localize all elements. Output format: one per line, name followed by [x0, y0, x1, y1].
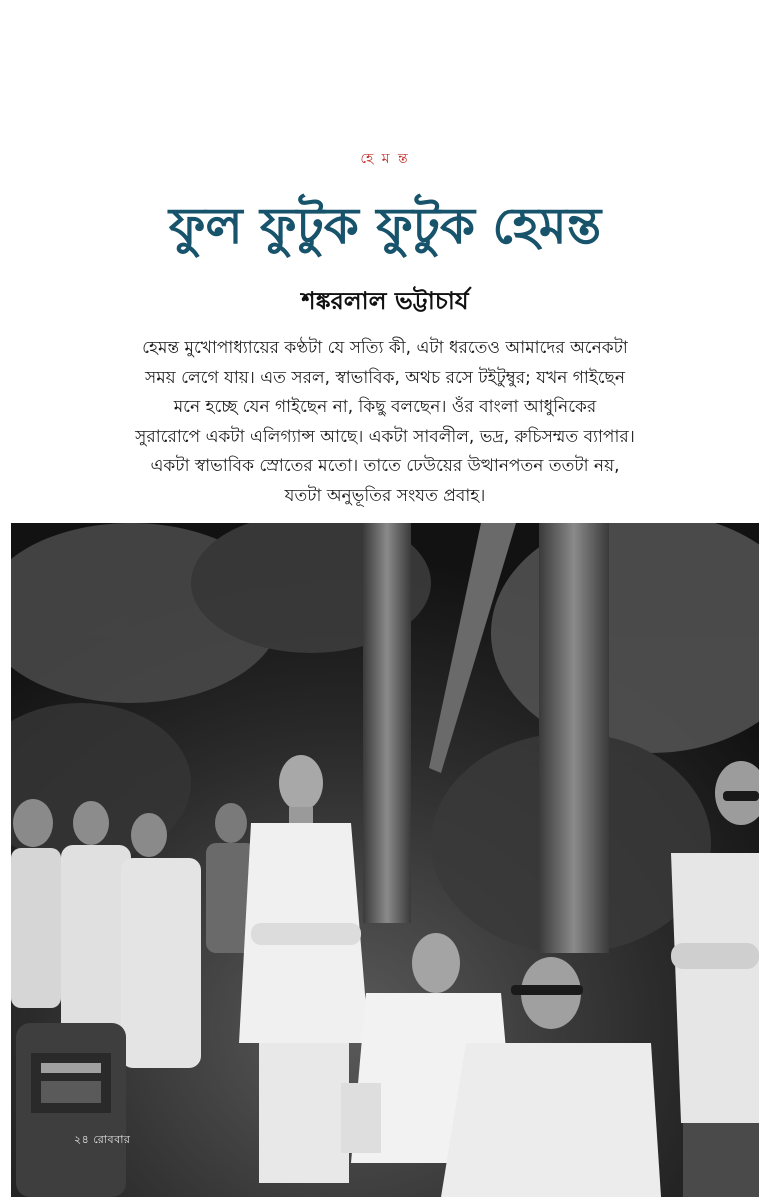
- article-headline: ফুল ফুটুক ফুটুক হেমন্ত: [168, 197, 602, 255]
- intro-line: হেমন্ত মুখোপাধ্যায়ের কণ্ঠটা যে সত্যি কী, এটা ধরতেও আমাদের অনেকটা: [142, 338, 628, 358]
- tree-trunk: [539, 523, 609, 953]
- night-gathering-photo: [11, 523, 759, 1197]
- page-folio: ২৪ রোববার: [74, 1133, 131, 1146]
- intro-line: সময় লেগে যায়। এত সরল, স্বাভাবিক, অথচ রসে টইটুম্বুর; যখন গাইছেন: [145, 367, 625, 388]
- intro-line: মনে হচ্ছে যেন গাইছেন না, কিছু বলছেন। ওঁর বাংলা আধুনিকের: [173, 397, 597, 418]
- section-tag: হে ম ন্ত: [360, 151, 410, 167]
- article-photo: [11, 523, 759, 1197]
- tree-trunk: [363, 523, 411, 923]
- intro-line: সুরারোপে একটা এলিগ্যান্স আছে। একটা সাবলীল, ভদ্র, রুচিসম্মত ব্যাপার।: [135, 426, 635, 447]
- article-byline: শঙ্করলাল ভট্টাচার্য: [301, 287, 469, 315]
- article-intro: [60, 334, 710, 512]
- chair-with-radio: [16, 1023, 126, 1197]
- intro-line: যতটা অনুভূতির সংযত প্রবাহ।: [284, 485, 486, 506]
- intro-line: একটা স্বাভাবিক স্রোতের মতো। তাতে ঢেউয়ের উত্থানপতন ততটা নয়,: [150, 456, 620, 477]
